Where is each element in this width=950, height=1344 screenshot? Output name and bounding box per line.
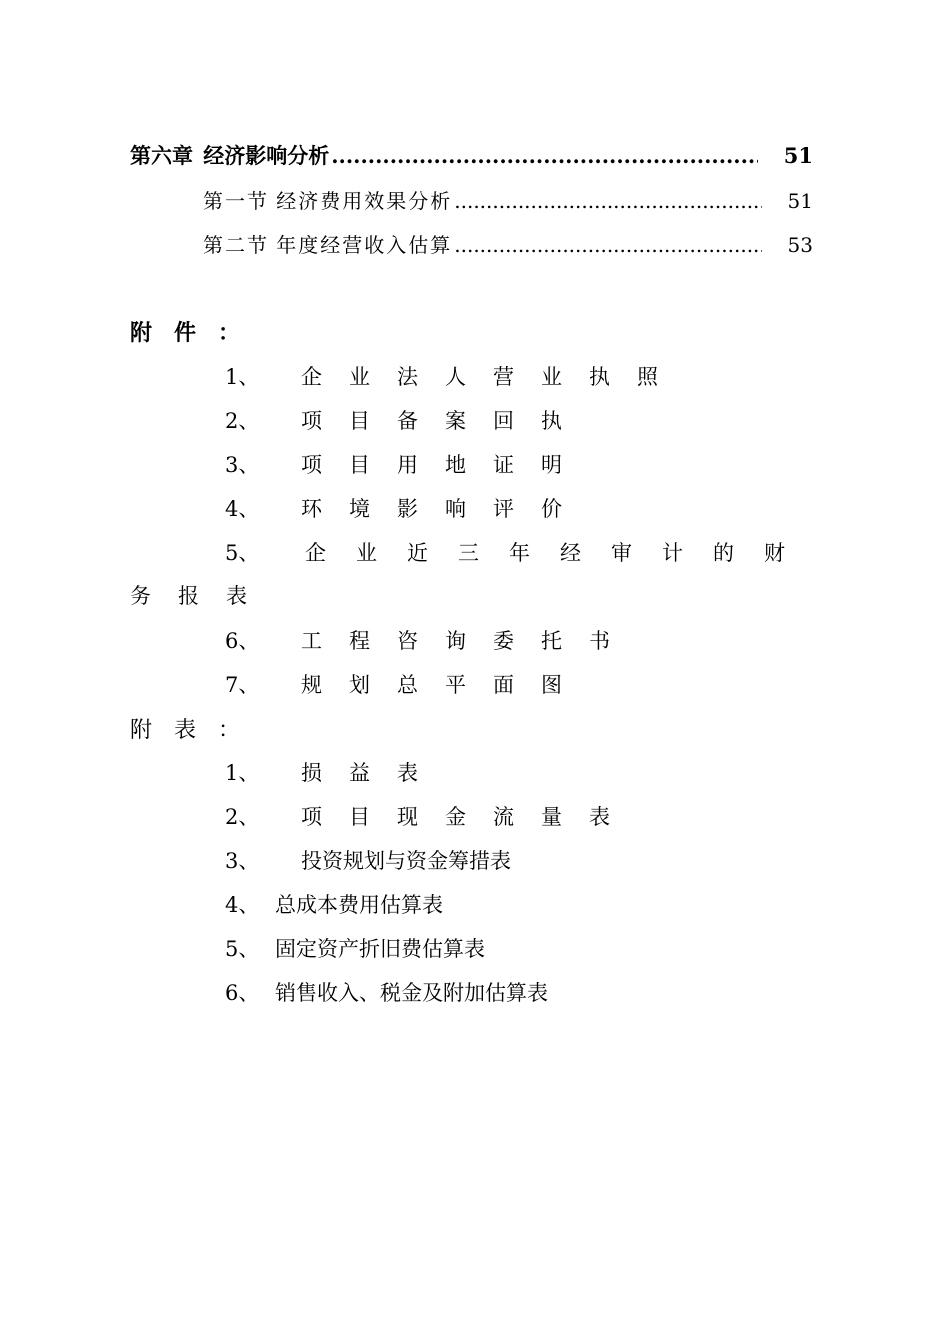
chapter-label: 第六章 [130,143,193,168]
item-text: 企业法人营业执照 [301,365,685,389]
item-text: 总成本费用估算表 [275,893,443,917]
section-label: 第二节 [203,233,269,257]
dot-leader [454,233,761,257]
item-number: 5、 [225,937,260,961]
schedule-item [225,757,445,787]
item-number: 6、 [225,629,260,653]
dot-leader [454,189,761,213]
attachment-item-continuation: 务报表 [130,584,274,608]
item-text: 固定资产折旧费估算表 [275,937,485,961]
toc-section-2[interactable] [203,229,813,258]
toc-section-1[interactable] [203,185,813,214]
schedule-item [225,933,485,963]
item-text: 项目备案回执 [301,409,589,433]
schedule-item [225,889,443,919]
item-number: 7、 [225,673,260,697]
section-page-number: 51 [787,189,813,213]
item-text: 投资规划与资金筹措表 [301,849,511,873]
attachments-heading: 附 件 ： [130,320,241,346]
toc-chapter-6[interactable] [130,140,813,170]
item-number: 1、 [225,365,260,389]
chapter-page-number: 51 [783,143,813,168]
attachment-item [225,493,589,523]
item-number: 3、 [225,849,260,873]
item-number: 5、 [225,541,260,565]
item-number: 2、 [225,409,260,433]
item-text: 项目用地证明 [301,453,589,477]
section-title: 年度经营收入估算 [276,233,453,257]
item-text: 项目现金流量表 [301,805,637,829]
item-text: 工程咨询委托书 [301,629,637,653]
attachment-item [225,537,815,567]
attachment-item [225,625,637,655]
item-number: 3、 [225,453,260,477]
attachment-item [225,361,685,391]
chapter-title: 经济影响分析 [203,143,330,168]
attachment-item [225,669,589,699]
section-page-number: 53 [787,233,813,257]
item-text: 损益表 [301,761,445,785]
dot-leader [331,143,758,168]
schedule-item [225,801,637,831]
schedules-heading: 附 表 ： [130,718,241,743]
item-text: 销售收入、税金及附加估算表 [275,981,548,1005]
item-number: 2、 [225,805,260,829]
schedule-item [225,845,511,875]
section-title: 经济费用效果分析 [276,189,453,213]
schedule-item [225,977,548,1007]
item-text: 规划总平面图 [301,673,589,697]
item-number: 1、 [225,761,260,785]
attachment-item [225,449,589,479]
item-number: 4、 [225,497,260,521]
item-text: 环境影响评价 [301,497,589,521]
item-number: 6、 [225,981,260,1005]
section-label: 第一节 [203,189,269,213]
attachment-item [225,405,589,435]
item-text: 企业近三年经审计的财 [305,541,815,565]
item-number: 4、 [225,893,260,917]
